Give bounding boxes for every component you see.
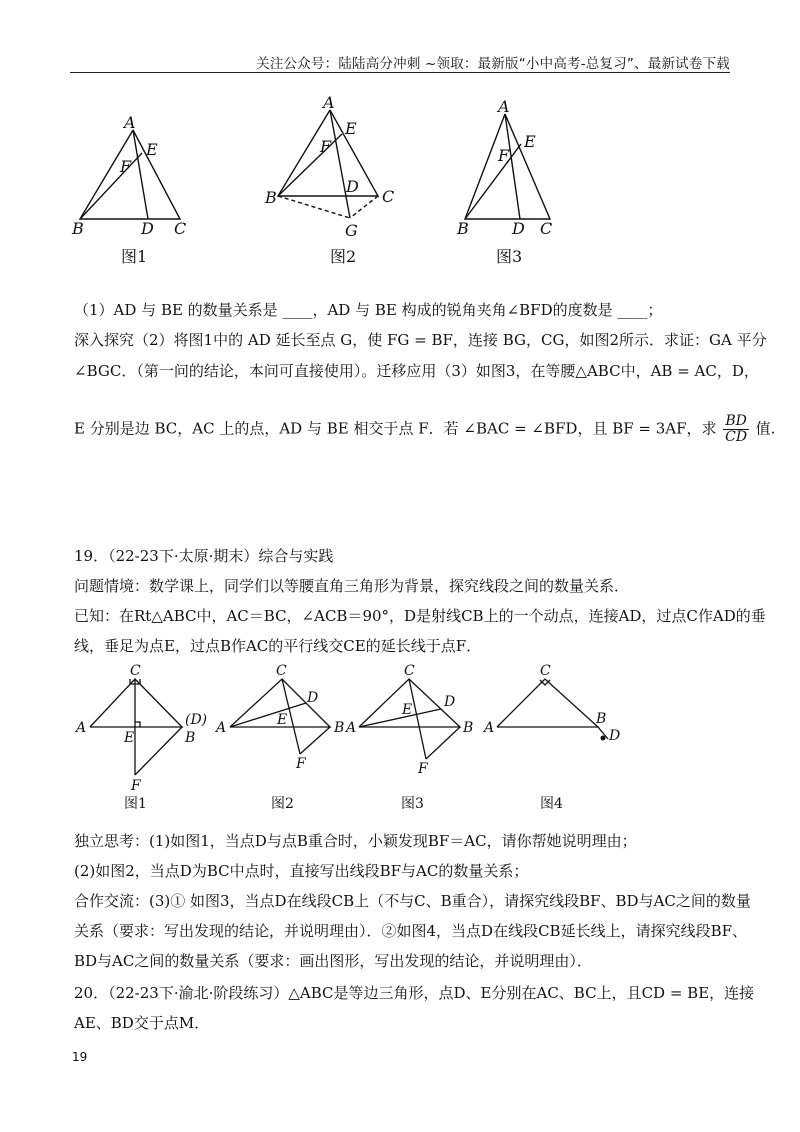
q19-line-1: 问题情境：数学课上，同学们以等腰直角三角形为背景，探究线段之间的数量关系． xyxy=(74,577,630,595)
q18-line-4a: E 分别是边 BC，AC 上的点，AD 与 BE 相交于点 F．若 ∠BAC = ∠BFD，且 BF = 3AF，求 xyxy=(74,419,717,438)
fig1-segment-be xyxy=(80,153,142,219)
fig2-label-c: C xyxy=(382,187,395,206)
q19-fig4-label-b: B xyxy=(596,711,607,727)
q19-fig4-label-c: C xyxy=(540,663,551,679)
fig2-segment-cg xyxy=(350,196,378,218)
q19-fig3-segment-cf xyxy=(409,679,426,759)
q18-line-4 xyxy=(74,414,775,445)
q19-fig1-label-b: B xyxy=(185,730,196,746)
q19-fig3-label-e: E xyxy=(402,702,413,718)
q18-line-1: （1）AD 与 BE 的数量关系是 ____，AD 与 BE 构成的锐角夹角∠BFD的度数是 ____； xyxy=(74,301,663,319)
q19-fig3-label-b: B xyxy=(463,720,474,736)
fig3-label-e: E xyxy=(524,132,536,151)
page-number: 19 xyxy=(72,1050,88,1064)
q19-line-5: (2)如图2，当点D为BC中点时，直接写出线段BF与AC的数量关系； xyxy=(74,862,529,880)
q18-fraction xyxy=(723,414,749,445)
fig3-label-d: D xyxy=(512,219,525,238)
q19-fig2-segment-ad xyxy=(230,703,306,727)
q19-line-8: BD与AC之间的数量关系（要求：画出图形，写出发现的结论，并说明理由）． xyxy=(74,952,592,970)
fig2-caption: 图2 xyxy=(330,247,357,266)
fig1-caption: 图1 xyxy=(121,247,148,266)
q18-line-3: ∠BGC．（第一问的结论，本问可直接使用）。迁移应用（3）如图3，在等腰△ABC中，AB = AC，D， xyxy=(74,362,759,380)
q19-fig1-triangle xyxy=(90,679,182,727)
q19-fig4-label-a: A xyxy=(484,720,495,736)
q19-figures xyxy=(0,650,800,820)
fig1-label-d: D xyxy=(141,219,154,238)
q18-fraction-numerator: BD xyxy=(725,413,747,429)
q19-fig1-right-angle-e xyxy=(135,722,140,727)
q19-fig2-label-d: D xyxy=(307,690,319,706)
q20-line-2: AE、BD交于点M． xyxy=(74,1014,210,1032)
q19-fig3-label-d: D xyxy=(444,694,456,710)
q18-line-2: 深入探究（2）将图1中的 AD 延长至点 G，使 FG = BF，连接 BG，CG，如图2所示．求证：GA 平分 xyxy=(74,331,767,349)
q18-line-4b: 值. xyxy=(755,419,776,438)
fig3-caption: 图3 xyxy=(496,247,523,266)
fig2-segment-bg xyxy=(278,196,350,218)
q19-line-7: 关系（要求：写出发现的结论，并说明理由）．②如图4，当点D在线段CB延长线上，请探究线段BF、 xyxy=(74,922,748,940)
q19-fig2-label-c: C xyxy=(276,663,287,679)
q19-line-2: 已知：在Rt△ABC中，AC＝BC，∠ACB＝90°，D是射线CB上的一个动点，连接AD，过点C作AD的垂 xyxy=(74,607,766,625)
q19-fig1-segment-bf xyxy=(135,727,182,775)
fig2-label-g: G xyxy=(345,221,358,240)
q19-fig3-segment-ad xyxy=(359,709,441,727)
q19-fig4-caption: 图4 xyxy=(540,796,563,812)
fig2-label-a: A xyxy=(323,93,335,112)
q19-fig2-caption: 图2 xyxy=(271,796,294,812)
q19-fig3-label-a: A xyxy=(346,720,357,736)
q19-fig3-caption: 图3 xyxy=(401,796,424,812)
fig3-label-b: B xyxy=(457,219,469,238)
fig2-label-f: F xyxy=(320,137,332,156)
q19-fig2-label-f: F xyxy=(296,756,306,772)
fig2-label-d: D xyxy=(346,177,359,196)
q19-fig2-label-e: E xyxy=(277,712,288,728)
q19-line-3: 线，垂足为点E，过点B作AC的平行线交CE的延长线于点F． xyxy=(74,637,482,655)
q18-fraction-denominator: CD xyxy=(725,429,748,445)
top-figures xyxy=(0,0,800,300)
q19-fig4-label-d: D xyxy=(609,728,621,744)
fig2-label-b: B xyxy=(265,188,277,207)
q19-fig3-segment-bf xyxy=(426,727,460,759)
fig2-label-e: E xyxy=(345,119,357,138)
q19-line-6: 合作交流：(3)① 如图3，当点D在线段CB上（不与C、B重合），请探究线段BF、BD与AC之间的数量 xyxy=(74,892,751,910)
q19-fig1-caption: 图1 xyxy=(124,796,147,812)
q19-fig4-point-d xyxy=(601,736,606,741)
fig3-label-f: F xyxy=(498,146,510,165)
q20-line-1: 20．（22-23下·渝北·阶段练习）△ABC是等边三角形，点D、E分别在AC、BC上，且CD = BE，连接 xyxy=(74,984,755,1002)
q19-fig1-label-f: F xyxy=(131,778,141,794)
fig1-label-b: B xyxy=(72,219,84,238)
fig3-label-c: C xyxy=(540,219,553,238)
q19-fig1-label-e: E xyxy=(124,730,135,746)
q19-fig4-triangle xyxy=(497,679,598,727)
fig1-label-f: F xyxy=(120,157,132,176)
fig1-label-e: E xyxy=(146,140,158,159)
q19-title: 19．（22-23下·太原·期末）综合与实践 xyxy=(74,547,334,565)
q19-fig2-label-a: A xyxy=(216,720,227,736)
q19-line-4: 独立思考：(1)如图1，当点D与点B重合时，小颖发现BF＝AC，请你帮她说明理由； xyxy=(74,832,637,850)
q19-fig2-label-b: B xyxy=(334,720,345,736)
q19-fig1-label-d: (D) xyxy=(185,712,208,728)
fig1-label-c: C xyxy=(174,219,187,238)
page-header: 关注公众号：陆陆高分冲刺 ~领取：最新版“小中高考-总复习”、最新试卷下载 xyxy=(256,56,730,72)
q19-fig1-label-c: C xyxy=(130,663,141,679)
q19-fig3-label-f: F xyxy=(418,761,428,777)
q19-fig1-label-a: A xyxy=(76,720,87,736)
fig3-label-a: A xyxy=(498,97,510,116)
q19-fig3-label-c: C xyxy=(404,663,415,679)
fig1-label-a: A xyxy=(124,113,136,132)
q19-fig2-segment-bf xyxy=(300,727,330,754)
fig3-segment-be xyxy=(465,144,521,219)
